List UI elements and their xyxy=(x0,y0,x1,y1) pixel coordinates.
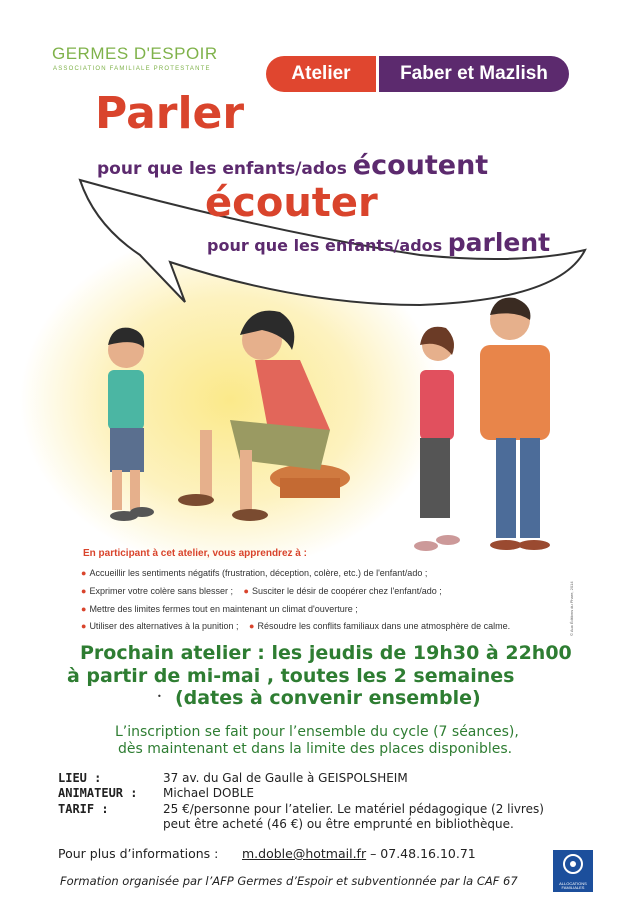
association-logo-name: GERMES D'ESPOIR xyxy=(52,44,218,63)
bullet-icon: ● xyxy=(81,621,87,631)
next-session-line3: (dates à convenir ensemble) xyxy=(175,687,481,709)
title-line2 xyxy=(97,150,488,181)
title-line2-prefix: pour que les enfants/ados xyxy=(97,159,353,179)
title-line4 xyxy=(207,228,550,257)
email-link[interactable]: m.doble@hotmail.fr xyxy=(242,846,367,861)
learning-item: Susciter le désir de coopérer chez l'enfant/ado ; xyxy=(251,586,442,596)
animateur-label: ANIMATEUR : xyxy=(58,786,138,800)
learning-heading: En participant à cet atelier, vous apprendrez à : xyxy=(83,548,307,559)
tarif-value-line1: 25 €/personne pour l’atelier. Le matériel pédagogique (2 livres) xyxy=(163,802,544,816)
copyright-vertical xyxy=(566,548,576,638)
caf-emblem-icon xyxy=(553,850,593,880)
learning-item: Accueillir les sentiments négatifs (frustration, déception, colère, etc.) de l'enfant/ado ; xyxy=(89,568,428,578)
title-parler: Parler xyxy=(95,88,245,139)
lieu-value: 37 av. du Gal de Gaulle à GEISPOLSHEIM xyxy=(163,771,408,785)
learning-item: Exprimer votre colère sans blesser ; xyxy=(89,586,233,596)
list-item xyxy=(81,586,442,596)
dot-icon: • xyxy=(157,692,162,701)
learning-item: Résoudre les conflits familiaux dans une atmosphère de calme. xyxy=(257,621,511,631)
next-session-line2: à partir de mi-mai , toutes les 2 semaines xyxy=(67,665,515,687)
tarif-value-line2: peut être acheté (46 €) ou être emprunté en bibliothèque. xyxy=(163,817,514,831)
footer-note: Formation organisée par l’AFP Germes d’Espoir et subventionnée par la CAF 67 xyxy=(60,874,518,888)
inscription-line2: dès maintenant et dans la limite des places disponibles. xyxy=(118,741,513,757)
caf-logo-text: ALLOCATIONS FAMILIALES xyxy=(559,881,587,890)
list-item xyxy=(81,604,358,614)
animateur-value: Michael DOBLE xyxy=(163,786,254,800)
learning-item: Mettre des limites fermes tout en maintenant un climat d'ouverture ; xyxy=(89,604,358,614)
title-ecouter: écouter xyxy=(205,180,378,226)
title-line4-emphasis: parlent xyxy=(447,228,551,257)
bullet-icon: ● xyxy=(81,586,87,596)
contact-line xyxy=(242,846,476,861)
bullet-icon: ● xyxy=(243,586,249,596)
father-figure-icon xyxy=(480,298,550,550)
copyright-text: © Aux Éditions du Phare, 2014 xyxy=(569,581,574,636)
title-line2-emphasis: écoutent xyxy=(352,150,489,181)
association-logo-subtitle: ASSOCIATION FAMILIALE PROTESTANTE xyxy=(53,66,211,72)
lieu-label: LIEU : xyxy=(58,771,102,785)
list-item xyxy=(81,568,427,578)
title-line4-prefix: pour que les enfants/ados xyxy=(207,236,448,255)
more-info-label: Pour plus d’informations : xyxy=(58,846,219,861)
tarif-label: TARIF : xyxy=(58,802,109,816)
bullet-icon: ● xyxy=(81,568,87,578)
banner-faber-mazlish-label: Faber et Mazlish xyxy=(376,56,569,92)
list-item xyxy=(81,621,510,631)
learning-item: Utiliser des alternatives à la punition ; xyxy=(89,621,239,631)
bullet-icon: ● xyxy=(249,621,255,631)
phone-number: – 07.48.16.10.71 xyxy=(366,846,476,861)
next-session-line1: Prochain atelier : les jeudis de 19h30 à 22h00 xyxy=(80,642,572,664)
caf-logo xyxy=(553,850,593,892)
inscription-line1: L’inscription se fait pour l’ensemble du cycle (7 séances), xyxy=(115,724,519,740)
banner-atelier-label: Atelier xyxy=(266,56,376,92)
bullet-icon: ● xyxy=(81,604,87,614)
